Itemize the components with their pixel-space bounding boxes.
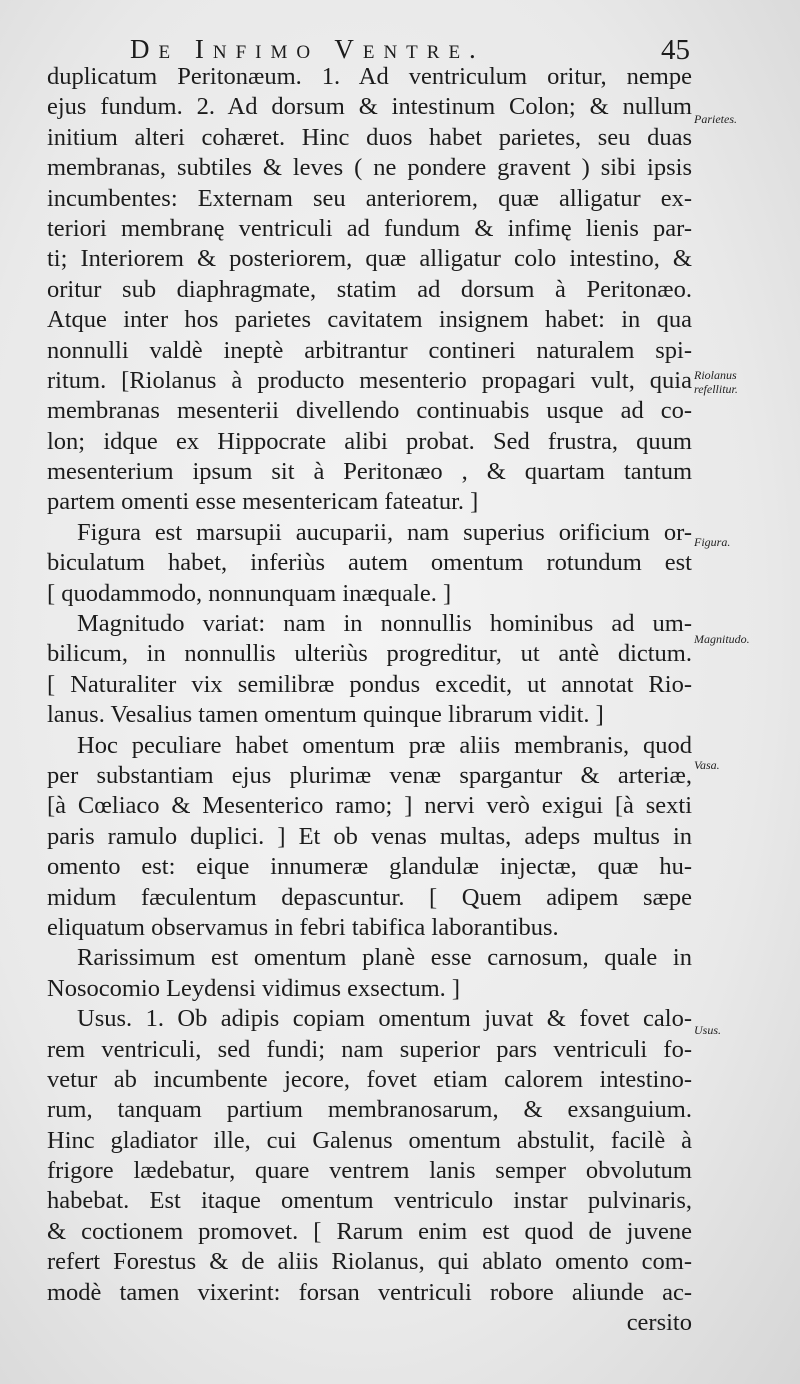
text-line: omento est: eique innumeræ glandulæ injectæ, quæ hu-: [47, 853, 692, 881]
margin-note-magnitudo: Magnitudo.: [694, 632, 750, 646]
text-line: [ Naturaliter vix semilibræ pondus excedit, ut annotat Rio-: [47, 670, 692, 698]
body-text: [47, 62, 692, 1338]
text-line: oritur sub diaphragmate, statim ad dorsum à Peritonæo.: [47, 275, 692, 303]
text-line: Rarissimum est omentum planè esse carnosum, quale in: [77, 944, 692, 972]
text-line: rem ventriculi, sed fundi; nam superior pars ventriculi fo-: [47, 1035, 692, 1063]
text-line: per substantiam ejus plurimæ venæ spargantur & arteriæ,: [47, 761, 692, 789]
text-line: teriori membranę ventriculi ad fundum & infimę lienis par-: [47, 214, 692, 242]
text-line: mesenterium ipsum sit à Peritonæo , & quartam tantum: [47, 458, 692, 486]
running-title: De Infimo Ventre.: [130, 34, 485, 64]
margin-note-riolanus: Riolanus refellitur.: [694, 368, 738, 396]
page-number: 45: [661, 34, 690, 66]
margin-note-vasa: Vasa.: [694, 758, 720, 772]
text-line: Hoc peculiare habet omentum præ aliis membranis, quod: [77, 731, 692, 759]
text-line: Hinc gladiator ille, cui Galenus omentum abstulit, facilè à: [47, 1126, 692, 1154]
text-line: ti; Interiorem & posteriorem, quæ alligatur colo intestino, &: [47, 245, 692, 273]
text-line: habebat. Est itaque omentum ventriculo instar pulvinaris,: [47, 1187, 692, 1215]
text-line: nonnulli valdè ineptè arbitrantur contineri naturalem spi-: [47, 336, 692, 364]
text-line: eliquatum observamus in febri tabifica laborantibus.: [47, 913, 559, 941]
text-line: rum, tanquam partium membranosarum, & exsanguium.: [47, 1096, 692, 1124]
text-line: initium alteri cohæret. Hinc duos habet parietes, seu duas: [47, 123, 692, 151]
text-line: frigore lædebatur, quare ventrem lanis semper obvolutum: [47, 1157, 692, 1185]
text-line: Magnitudo variat: nam in nonnullis hominibus ad um-: [77, 610, 692, 638]
text-line: bilicum, in nonnullis ulteriùs progreditur, ut antè dictum.: [47, 640, 692, 668]
text-line: incumbentes: Externam seu anteriorem, quæ alligatur ex-: [47, 184, 692, 212]
margin-note-parietes: Parietes.: [694, 112, 737, 126]
text-line: modè tamen vixerint: forsan ventriculi robore aliunde ac-: [47, 1278, 692, 1306]
catchword: cersito: [626, 1309, 692, 1337]
text-line: Figura est marsupii aucuparii, nam superius orificium or-: [77, 518, 692, 546]
text-line: vetur ab incumbente jecore, fovet etiam calorem intestino-: [47, 1065, 692, 1093]
text-line: [à Cœliaco & Mesenterico ramo; ] nervi verò exigui [à sexti: [47, 792, 692, 820]
text-line: & coctionem promovet. [ Rarum enim est quod de juvene: [47, 1217, 692, 1245]
text-line: membranas, subtiles & leves ( ne pondere gravent ) sibi ipsis: [47, 154, 692, 182]
text-line: ejus fundum. 2. Ad dorsum & intestinum Colon; & nullum: [47, 93, 692, 121]
text-line: duplicatum Peritonæum. 1. Ad ventriculum oritur, nempe: [47, 63, 692, 90]
margin-note-usus: Usus.: [694, 1023, 722, 1037]
text-line: refert Forestus & de aliis Riolanus, qui ablato omento com-: [47, 1248, 692, 1276]
text-line: ritum. [Riolanus à producto mesenterio propagari vult, quia: [47, 366, 692, 394]
text-line: paris ramulo duplici. ] Et ob venas multas, adeps multus in: [47, 822, 692, 850]
text-line: partem omenti esse mesentericam fateatur. ]: [47, 488, 479, 516]
text-line: lon; idque ex Hippocrate alibi probat. Sed frustra, quum: [47, 427, 692, 455]
text-line: midum fæculentum depascuntur. [ Quem adipem sæpe: [47, 883, 692, 911]
text-line: membranas mesenterii divellendo continuabis usque ad co-: [47, 397, 692, 425]
text-line: biculatum habet, inferiùs autem omentum rotundum est: [47, 549, 692, 577]
text-line: Usus. 1. Ob adipis copiam omentum juvat & fovet calo-: [77, 1005, 692, 1033]
text-line: [ quodammodo, nonnunquam inæquale. ]: [47, 579, 452, 607]
text-line: Nosocomio Leydensi vidimus exsectum. ]: [47, 974, 461, 1002]
margin-notes: [694, 0, 798, 1384]
text-line: Atque inter hos parietes cavitatem insignem habet: in qua: [47, 306, 692, 334]
text-line: lanus. Vesalius tamen omentum quinque librarum vidit. ]: [47, 701, 604, 729]
margin-note-figura: Figura.: [694, 535, 731, 549]
